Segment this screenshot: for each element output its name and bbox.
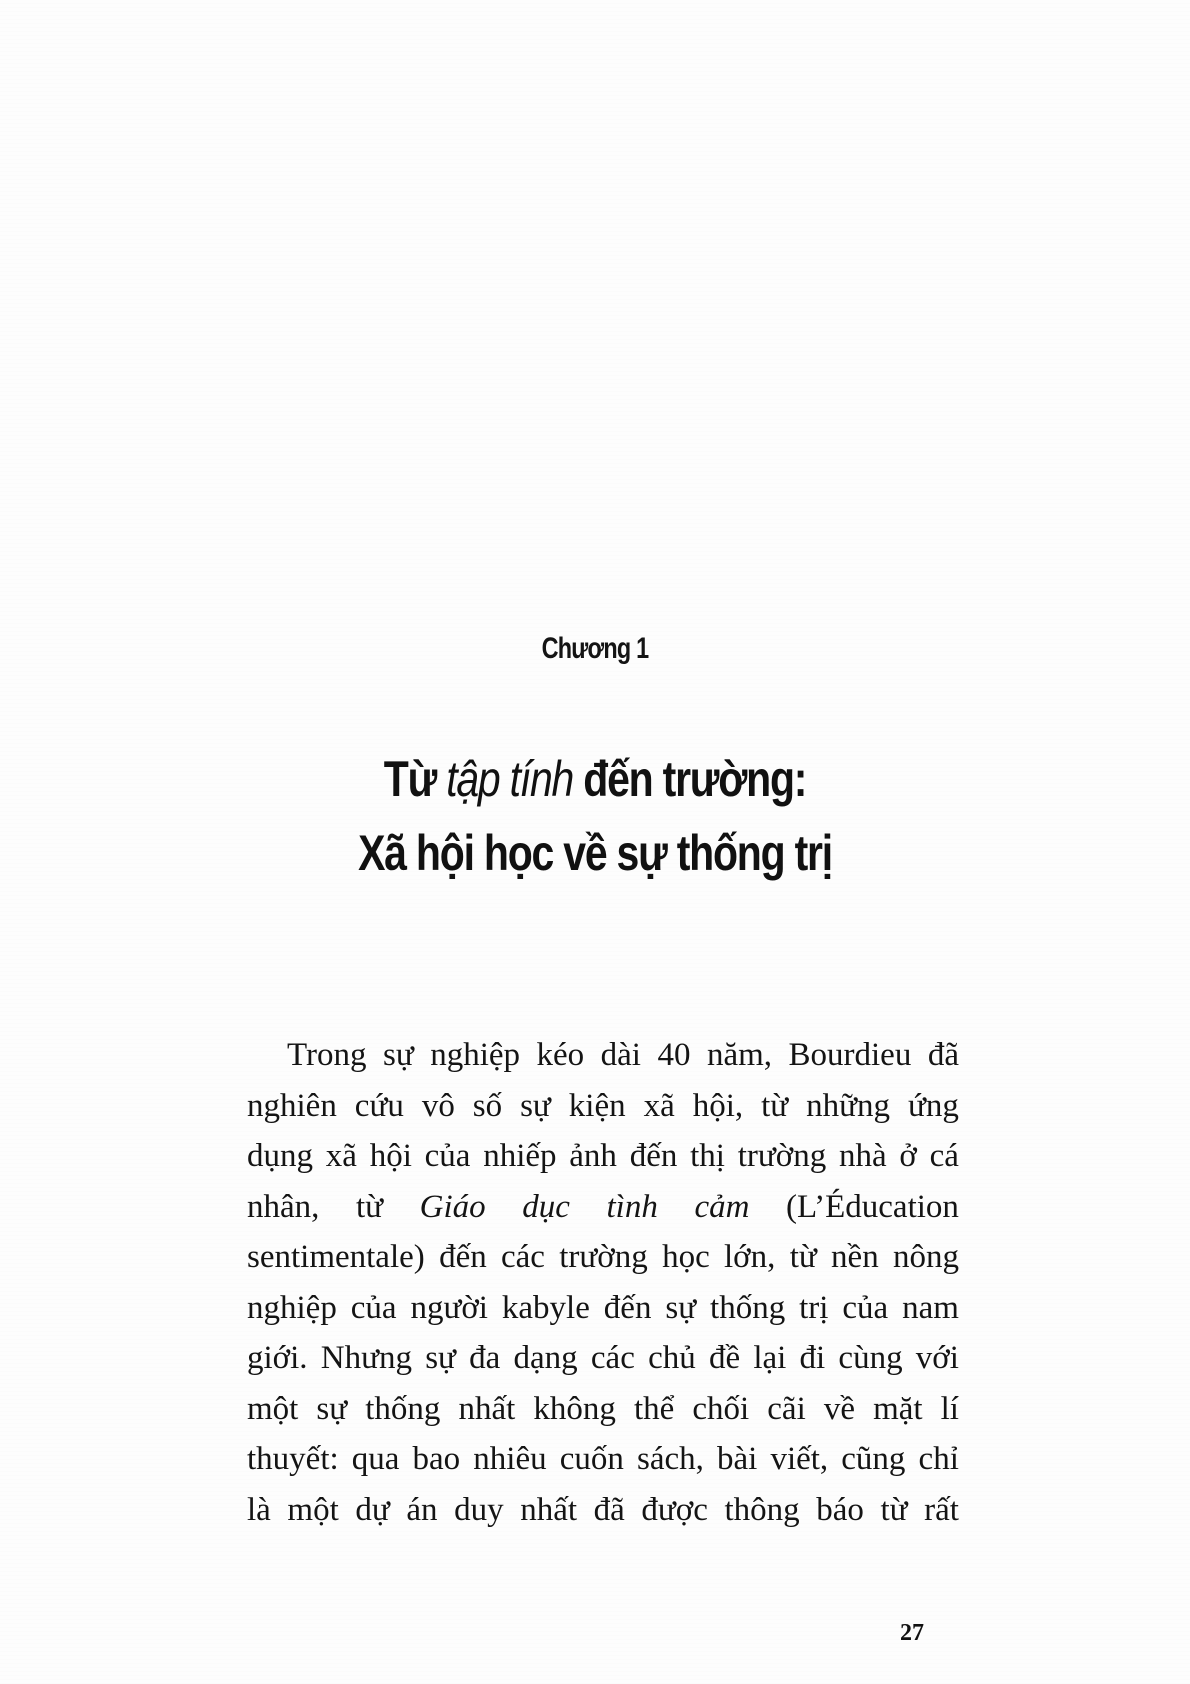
word: những xyxy=(806,1087,891,1124)
word: đa xyxy=(469,1340,501,1376)
word: dạng xyxy=(513,1340,578,1376)
body-paragraph xyxy=(247,1030,959,1535)
word: dự xyxy=(355,1491,390,1528)
word: từ xyxy=(880,1491,908,1528)
word: từ xyxy=(356,1188,384,1225)
word: không xyxy=(533,1390,616,1427)
word: các xyxy=(590,1340,635,1376)
word: sách, xyxy=(637,1441,704,1477)
word: của xyxy=(424,1138,471,1174)
word: nhiếp xyxy=(483,1138,557,1174)
word: từ xyxy=(761,1087,789,1124)
word: xã xyxy=(643,1087,675,1124)
word: thị xyxy=(690,1138,725,1174)
word: sự xyxy=(665,1289,697,1326)
word: kéo xyxy=(536,1037,585,1073)
word: sự xyxy=(316,1390,348,1427)
word: nhất xyxy=(458,1390,516,1427)
word: thống xyxy=(365,1390,441,1427)
word: cuốn xyxy=(559,1441,624,1477)
word: sentimentale) xyxy=(247,1239,425,1275)
word: từ xyxy=(789,1239,817,1275)
word: số xyxy=(472,1087,503,1124)
word: lại xyxy=(753,1340,787,1376)
word: của xyxy=(350,1289,397,1326)
word: nghiệp xyxy=(247,1289,337,1326)
word: học xyxy=(662,1239,710,1275)
word: các xyxy=(501,1239,545,1275)
word: năm, xyxy=(706,1037,773,1073)
title-italic-term: tập tính xyxy=(446,751,574,807)
word: thông xyxy=(724,1491,800,1528)
word: một xyxy=(247,1390,299,1427)
word: được xyxy=(641,1491,708,1528)
word: nhân, xyxy=(247,1188,320,1225)
word: nền xyxy=(831,1239,879,1275)
word: nông xyxy=(893,1239,959,1275)
word: đến xyxy=(603,1289,652,1326)
body-line-4 xyxy=(247,1182,959,1233)
word: ứng xyxy=(908,1087,959,1124)
body-line-2 xyxy=(247,1081,959,1132)
word: với xyxy=(915,1340,959,1376)
word: một xyxy=(287,1491,339,1528)
word: giới. xyxy=(247,1340,308,1376)
word: nam xyxy=(902,1289,959,1326)
word: nghiệp xyxy=(430,1037,521,1073)
italic-word: dục xyxy=(522,1188,570,1225)
chapter-label: Chương 1 xyxy=(541,632,649,665)
body-line-7 xyxy=(247,1333,959,1384)
word: trường xyxy=(737,1138,827,1174)
word: thể xyxy=(633,1390,675,1427)
word: đã xyxy=(593,1491,625,1528)
chapter-title-line-1 xyxy=(107,742,1083,816)
word: dài xyxy=(600,1037,641,1073)
word: nhất xyxy=(520,1491,578,1528)
italic-word: cảm xyxy=(694,1188,750,1225)
word: người xyxy=(410,1289,488,1326)
italic-word: tình xyxy=(606,1188,658,1225)
word: sự xyxy=(520,1087,551,1124)
word: ở xyxy=(899,1138,917,1174)
body-line-3 xyxy=(247,1131,959,1182)
body-line-1 xyxy=(247,1030,959,1081)
word: nhà xyxy=(839,1138,887,1174)
italic-word: Giáo xyxy=(419,1188,486,1225)
word: duy xyxy=(454,1491,504,1528)
word: kabyle xyxy=(501,1289,590,1326)
word: án xyxy=(406,1491,438,1528)
word: là xyxy=(247,1491,271,1528)
word: (L’Éducation xyxy=(786,1188,959,1225)
chapter-title-line-2: Xã hội học về sự thống trị xyxy=(358,825,832,881)
word: bài xyxy=(717,1441,758,1477)
word: rất xyxy=(924,1491,959,1528)
title-text-after: đến trường: xyxy=(573,751,807,807)
word: kiện xyxy=(568,1087,626,1124)
word: đã xyxy=(927,1037,959,1073)
word: ảnh xyxy=(569,1138,617,1174)
word: lí xyxy=(940,1390,959,1427)
page-number: 27 xyxy=(900,1620,924,1646)
word: sự xyxy=(425,1340,456,1376)
word: chủ xyxy=(648,1340,696,1376)
body-line-9 xyxy=(247,1434,959,1485)
word: cùng xyxy=(838,1340,903,1376)
word: cá xyxy=(929,1138,959,1174)
word: hội xyxy=(369,1138,412,1174)
body-line-10 xyxy=(247,1485,959,1536)
word: dụng xyxy=(247,1138,313,1174)
word: hội, xyxy=(692,1087,744,1124)
word: của xyxy=(842,1289,889,1326)
word: mặt xyxy=(873,1390,923,1427)
word: xã xyxy=(325,1138,357,1174)
word: cãi xyxy=(767,1390,806,1427)
word: về xyxy=(823,1390,855,1427)
word: lớn, xyxy=(724,1239,776,1275)
word: vô xyxy=(421,1087,455,1124)
word: thống xyxy=(710,1289,786,1326)
word: đề xyxy=(708,1340,741,1376)
word: Trong xyxy=(287,1037,367,1073)
word: trường xyxy=(559,1239,648,1275)
word: sự xyxy=(382,1037,414,1073)
word: đi xyxy=(799,1340,826,1376)
word: trị xyxy=(799,1289,829,1326)
word: nhiêu xyxy=(473,1441,547,1477)
body-line-8 xyxy=(247,1384,959,1435)
word: chối xyxy=(692,1390,750,1427)
word: thuyết: xyxy=(247,1441,339,1477)
word: 40 xyxy=(657,1037,691,1073)
word: Nhưng xyxy=(320,1340,412,1376)
word: đến xyxy=(629,1138,678,1174)
word: đến xyxy=(439,1239,487,1275)
word: Bourdieu xyxy=(788,1037,912,1073)
body-line-6 xyxy=(247,1283,959,1334)
word: chỉ xyxy=(918,1441,959,1477)
word: bao xyxy=(412,1441,461,1477)
word: qua xyxy=(351,1441,400,1477)
word: cũng xyxy=(841,1441,906,1477)
word: cứu xyxy=(354,1087,404,1124)
title-text-before: Từ xyxy=(383,751,447,807)
body-line-5 xyxy=(247,1232,959,1283)
word: viết, xyxy=(770,1441,829,1477)
word: báo xyxy=(816,1491,864,1528)
word: nghiên xyxy=(247,1087,337,1124)
